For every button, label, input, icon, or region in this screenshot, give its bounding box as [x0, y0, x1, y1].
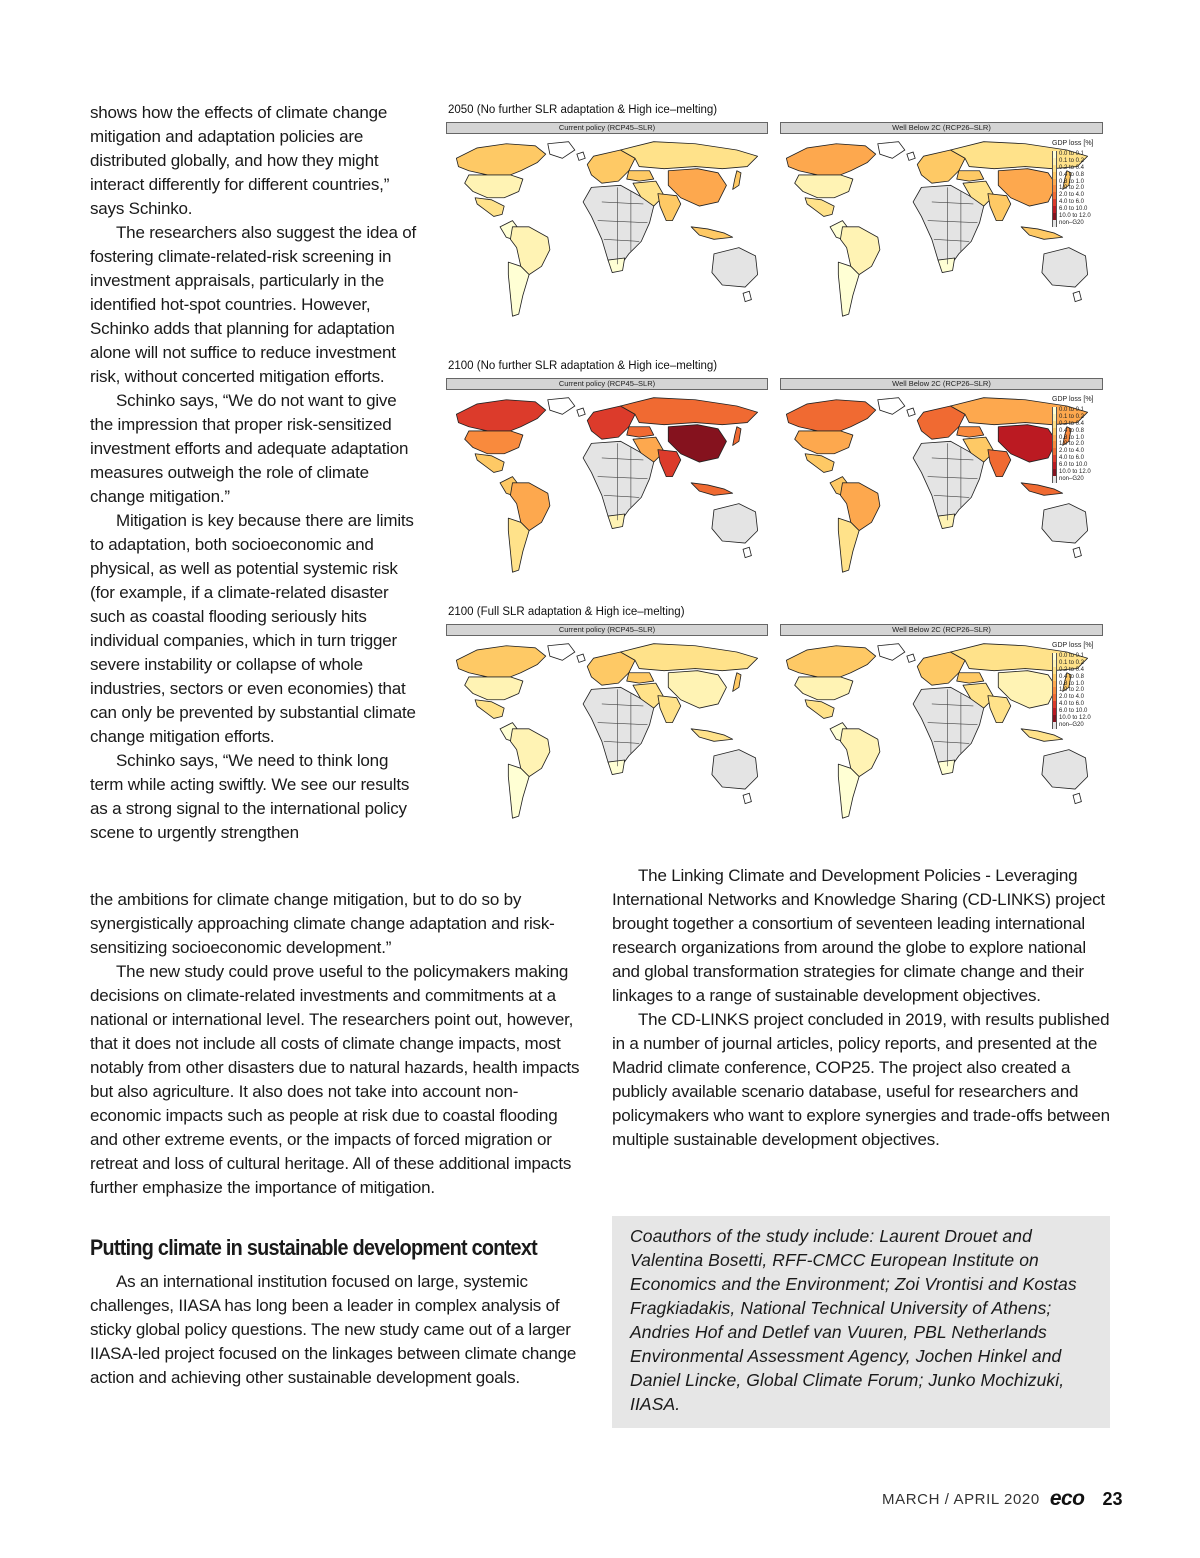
island-shape — [577, 408, 585, 416]
country-region-tr — [957, 171, 984, 181]
page-number: 23 — [1102, 1488, 1123, 1509]
legend-title: GDP loss [%] — [1052, 396, 1094, 403]
legend-item — [1052, 165, 1122, 172]
map-panel-2100-full-adaptation — [440, 606, 1110, 832]
legend-label: 0.4 to 0.8 — [1059, 427, 1085, 434]
legend-label: 1.0 to 2.0 — [1059, 687, 1085, 694]
legend-label: 2.0 to 4.0 — [1059, 448, 1085, 455]
article-column-right — [612, 864, 1112, 1152]
island-shape — [1073, 291, 1081, 301]
legend-label: 2.0 to 4.0 — [1059, 694, 1085, 701]
country-region-ru — [621, 398, 758, 425]
scenario-label-well-below-2c: Well Below 2C (RCP26–SLR) — [780, 122, 1103, 134]
panel-title: 2100 (Full SLR adaptation & High ice–melting) — [448, 606, 685, 618]
country-region-za — [938, 258, 955, 273]
legend-label: non–G20 — [1059, 475, 1084, 482]
legend-item — [1052, 407, 1122, 414]
legend-label: 0.2 to 0.4 — [1059, 666, 1085, 673]
legend-item — [1052, 206, 1122, 213]
legend-label: 10.0 to 12.0 — [1059, 469, 1091, 476]
country-region-za — [938, 760, 955, 775]
country-region-au — [1042, 750, 1088, 789]
country-region-za — [608, 258, 625, 273]
legend-swatch — [1052, 185, 1057, 192]
world-map-svg — [446, 394, 768, 580]
country-region-za — [608, 514, 625, 529]
country-region-na — [786, 646, 875, 677]
legend-item — [1052, 694, 1122, 701]
paragraph: The CD-LINKS project concluded in 2019, with results published in a number of journal articles, policy reports, and presented at the Madrid climate conference, COP25. The project also created a publicly available scenario database, useful for researchers and policymakers who want to explore synergies and trade-offs between multiple sustainable development objectives. — [612, 1010, 1110, 1149]
legend-swatch — [1052, 213, 1057, 220]
map-panel-2050-no-adaptation — [440, 104, 1110, 330]
legend-label: 6.0 to 10.0 — [1059, 462, 1088, 469]
legend-item — [1052, 199, 1122, 206]
gdp-loss-legend — [1052, 643, 1122, 729]
legend-label: 0.2 to 0.4 — [1059, 164, 1085, 171]
article-column-lower — [90, 888, 582, 1200]
scenario-label-current-policy: Current policy (RCP45–SLR) — [446, 122, 768, 134]
legend-item — [1052, 421, 1122, 428]
country-region-us — [465, 175, 523, 198]
country-region-na — [456, 646, 545, 677]
legend-swatch — [1052, 455, 1057, 462]
legend-swatch — [1052, 172, 1057, 179]
country-region-tr — [957, 427, 984, 437]
island-shape — [1073, 793, 1081, 803]
legend-item — [1052, 192, 1122, 199]
legend-item — [1052, 158, 1122, 165]
legend-label: 0.8 to 1.0 — [1059, 680, 1085, 687]
country-region-tr — [957, 673, 984, 683]
legend-item — [1052, 708, 1122, 715]
country-region-ru — [621, 644, 758, 671]
paragraph: Mitigation is key because there are limits to adaptation, both socioeconomic and physical, as well as potential systemic risk (for example, if a climate-related disaster such as coastal flooding seriously hits individual companies, which in turn trigger severe instability or collapse of whole industries, sectors or even economies) that can only be prevented by substantial climate change mitigation efforts. — [90, 511, 416, 746]
country-region-za — [608, 760, 625, 775]
country-region-na — [786, 144, 875, 175]
island-shape — [743, 793, 751, 803]
island-shape — [878, 142, 905, 159]
paragraph: the ambitions for climate change mitigation, but to do so by synergistically approaching climate change adaptation and risk-sensitizing socioeconomic development.” — [90, 890, 555, 957]
country-region-ru — [621, 142, 758, 169]
legend-item — [1052, 476, 1122, 483]
country-region-in — [658, 194, 681, 221]
legend-label: 4.0 to 6.0 — [1059, 701, 1085, 708]
country-region-au — [712, 750, 758, 789]
legend-swatch — [1052, 151, 1057, 158]
island-shape — [743, 547, 751, 557]
island-shape — [548, 644, 575, 661]
legend-item — [1052, 701, 1122, 708]
country-region-us — [465, 677, 523, 700]
legend-label: 0.8 to 1.0 — [1059, 178, 1085, 185]
legend-swatch — [1052, 694, 1057, 701]
country-region-in — [658, 450, 681, 477]
paragraph: The new study could prove useful to the policymakers making decisions on climate-related investments and commitments at a national or international level. The researchers point out, however, that it does not include all costs of climate change impacts, most notably from other disasters due to natural hazards, health impacts but also agriculture. It also does not take into account non-economic impacts such as people at risk due to coastal flooding and other extreme events, or the impacts of forced migration or retreat and loss of cultural heritage. All of these additional impacts further emphasize the importance of mitigation. — [90, 962, 580, 1197]
legend-label: non–G20 — [1059, 219, 1084, 226]
country-region-jp — [733, 427, 741, 446]
legend-swatch — [1052, 414, 1057, 421]
legend-label: 10.0 to 12.0 — [1059, 715, 1091, 722]
island-shape — [548, 398, 575, 415]
magazine-logo: eco — [1049, 1487, 1085, 1510]
legend-label: 4.0 to 6.0 — [1059, 199, 1085, 206]
legend-swatch — [1052, 715, 1057, 722]
country-region-mx — [805, 454, 834, 473]
country-region-jp — [733, 673, 741, 692]
legend-label: 0.0 to 0.1 — [1059, 150, 1085, 157]
scenario-label-well-below-2c: Well Below 2C (RCP26–SLR) — [780, 624, 1103, 636]
page-footer — [882, 1487, 1123, 1511]
country-region-tr — [627, 673, 654, 683]
legend-title: GDP loss [%] — [1052, 140, 1094, 147]
coauthors-text: Coauthors of the study include: Laurent Drouet and Valentina Bosetti, RFF-CMCC European Institute on Economics and the Environment; Zoi Vrontisi and Kostas Fragkiadakis, National Technical University of Athens; Andries Hof and Detlef van Vuuren, PBL Netherlands Environmental Assessment Agency, Jochen Hinkel and Daniel Lincke, Global Climate Forum; Junko Mochizuki, IIASA. — [630, 1226, 1077, 1414]
legend-swatch — [1052, 199, 1057, 206]
section-heading: Putting climate in sustainable development context — [90, 1235, 538, 1260]
panel-title: 2050 (No further SLR adaptation & High ice–melting) — [448, 104, 718, 116]
country-region-mx — [475, 700, 504, 719]
scenario-label-current-policy: Current policy (RCP45–SLR) — [446, 378, 768, 390]
legend-item — [1052, 667, 1122, 674]
country-region-id — [1021, 227, 1063, 239]
legend-item — [1052, 172, 1122, 179]
legend-label: 0.1 to 0.2 — [1059, 413, 1085, 420]
legend-label: 2.0 to 4.0 — [1059, 192, 1085, 199]
island-shape — [577, 152, 585, 160]
legend-swatch — [1052, 667, 1057, 674]
country-region-au — [1042, 248, 1088, 287]
legend-swatch — [1052, 476, 1057, 483]
country-region-mx — [805, 700, 834, 719]
legend-label: 0.8 to 1.0 — [1059, 434, 1085, 441]
world-map-svg — [446, 640, 768, 826]
country-region-mx — [805, 198, 834, 217]
legend-title: GDP loss [%] — [1052, 642, 1094, 649]
legend-item — [1052, 674, 1122, 681]
legend-item — [1052, 213, 1122, 220]
island-shape — [743, 291, 751, 301]
legend-item — [1052, 469, 1122, 476]
legend-swatch — [1052, 192, 1057, 199]
legend-swatch — [1052, 428, 1057, 435]
country-region-na — [456, 144, 545, 175]
legend-item — [1052, 455, 1122, 462]
coauthors-box — [612, 1216, 1110, 1428]
legend-item — [1052, 220, 1122, 227]
country-region-in — [988, 450, 1011, 477]
legend-swatch — [1052, 421, 1057, 428]
country-region-us — [795, 175, 853, 198]
world-map-svg — [776, 640, 1098, 826]
legend-swatch — [1052, 681, 1057, 688]
country-region-na — [456, 400, 545, 431]
paragraph: The researchers also suggest the idea of fostering climate-related-risk screening in investment appraisals, particularly in the identified hot-spot countries. However, Schinko adds that planning for adaptation alone will not suffice to reduce investment risk, without concerted mitigation efforts. — [90, 223, 417, 386]
legend-swatch — [1052, 158, 1057, 165]
country-region-jp — [733, 171, 741, 190]
legend-swatch — [1052, 722, 1057, 729]
country-region-us — [795, 677, 853, 700]
country-region-mx — [475, 454, 504, 473]
legend-swatch — [1052, 462, 1057, 469]
country-region-us — [465, 431, 523, 454]
world-map-current-policy — [446, 394, 768, 585]
legend-item — [1052, 414, 1122, 421]
island-shape — [907, 152, 915, 160]
world-map-well-below-2c — [776, 394, 1098, 585]
legend-swatch — [1052, 441, 1057, 448]
paragraph: As an international institution focused on large, systemic challenges, IIASA has long been a leader in complex analysis of sticky global policy questions. The new study came out of a larger IIASA-led project focused on the linkages between climate change action and achieving other sustainable development goals. — [90, 1272, 577, 1387]
country-region-au — [1042, 504, 1088, 543]
country-region-tr — [627, 171, 654, 181]
legend-item — [1052, 179, 1122, 186]
world-map-svg — [776, 394, 1098, 580]
legend-swatch — [1052, 448, 1057, 455]
country-region-in — [988, 194, 1011, 221]
map-panel-2100-no-adaptation — [440, 360, 1110, 586]
island-shape — [907, 408, 915, 416]
legend-swatch — [1052, 165, 1057, 172]
legend-swatch — [1052, 220, 1057, 227]
paragraph: The Linking Climate and Development Policies - Leveraging International Networks and Knowledge Sharing (CD-LINKS) project brought together a consortium of seventeen leading international research organizations from around the globe to explore national and global transformation strategies for climate change and their linkages to a range of sustainable development objectives. — [612, 866, 1105, 1005]
legend-item — [1052, 681, 1122, 688]
gdp-loss-legend — [1052, 141, 1122, 227]
world-map-svg — [776, 138, 1098, 324]
country-region-tr — [627, 427, 654, 437]
country-region-us — [795, 431, 853, 454]
legend-label: 0.0 to 0.1 — [1059, 406, 1085, 413]
legend-swatch — [1052, 435, 1057, 442]
world-map-well-below-2c — [776, 138, 1098, 329]
island-shape — [907, 654, 915, 662]
world-map-well-below-2c — [776, 640, 1098, 831]
country-region-id — [691, 729, 733, 741]
legend-label: 0.2 to 0.4 — [1059, 420, 1085, 427]
island-shape — [577, 654, 585, 662]
legend-swatch — [1052, 687, 1057, 694]
legend-item — [1052, 185, 1122, 192]
scenario-label-current-policy: Current policy (RCP45–SLR) — [446, 624, 768, 636]
legend-label: 1.0 to 2.0 — [1059, 441, 1085, 448]
world-map-current-policy — [446, 640, 768, 831]
legend-swatch — [1052, 407, 1057, 414]
legend-swatch — [1052, 660, 1057, 667]
country-region-au — [712, 248, 758, 287]
country-region-id — [1021, 483, 1063, 495]
legend-label: 0.4 to 0.8 — [1059, 673, 1085, 680]
legend-label: 0.0 to 0.1 — [1059, 652, 1085, 659]
legend-swatch — [1052, 653, 1057, 660]
scenario-label-well-below-2c: Well Below 2C (RCP26–SLR) — [780, 378, 1103, 390]
island-shape — [878, 398, 905, 415]
country-region-in — [988, 696, 1011, 723]
article-section-body — [90, 1270, 582, 1390]
world-map-current-policy — [446, 138, 768, 329]
paragraph: Schinko says, “We need to think long term while acting swiftly. We see our results as a strong signal to the international policy scene to urgently strengthen — [90, 751, 410, 842]
legend-swatch — [1052, 179, 1057, 186]
legend-item — [1052, 722, 1122, 729]
legend-swatch — [1052, 206, 1057, 213]
country-region-id — [691, 483, 733, 495]
country-region-au — [712, 504, 758, 543]
legend-item — [1052, 462, 1122, 469]
legend-item — [1052, 435, 1122, 442]
legend-item — [1052, 151, 1122, 158]
country-region-mx — [475, 198, 504, 217]
legend-label: 10.0 to 12.0 — [1059, 213, 1091, 220]
legend-item — [1052, 715, 1122, 722]
paragraph: shows how the effects of climate change mitigation and adaptation policies are distributed globally, and how they might interact differently for different countries,” says Schinko. — [90, 103, 390, 218]
paragraph: Schinko says, “We do not want to give the impression that proper risk-sensitized investment efforts and adequate adaptation measures outweigh the role of climate change mitigation.” — [90, 391, 409, 506]
island-shape — [548, 142, 575, 159]
country-region-id — [691, 227, 733, 239]
legend-label: 6.0 to 10.0 — [1059, 708, 1088, 715]
country-region-in — [658, 696, 681, 723]
legend-label: 0.4 to 0.8 — [1059, 171, 1085, 178]
legend-swatch — [1052, 469, 1057, 476]
island-shape — [1073, 547, 1081, 557]
legend-item — [1052, 660, 1122, 667]
legend-swatch — [1052, 674, 1057, 681]
legend-item — [1052, 653, 1122, 660]
legend-item — [1052, 441, 1122, 448]
legend-label: 1.0 to 2.0 — [1059, 185, 1085, 192]
world-map-svg — [446, 138, 768, 324]
legend-label: 4.0 to 6.0 — [1059, 455, 1085, 462]
legend-swatch — [1052, 708, 1057, 715]
issue-date: MARCH / APRIL 2020 — [882, 1490, 1040, 1508]
legend-label: 0.1 to 0.2 — [1059, 157, 1085, 164]
island-shape — [878, 644, 905, 661]
legend-label: 0.1 to 0.2 — [1059, 659, 1085, 666]
legend-item — [1052, 448, 1122, 455]
legend-swatch — [1052, 701, 1057, 708]
country-region-za — [938, 514, 955, 529]
panel-title: 2100 (No further SLR adaptation & High ice–melting) — [448, 360, 718, 372]
country-region-na — [786, 400, 875, 431]
legend-label: 6.0 to 10.0 — [1059, 206, 1088, 213]
country-region-id — [1021, 729, 1063, 741]
legend-label: non–G20 — [1059, 721, 1084, 728]
gdp-loss-legend — [1052, 397, 1122, 483]
legend-item — [1052, 687, 1122, 694]
article-column-upper — [90, 101, 422, 845]
legend-item — [1052, 428, 1122, 435]
